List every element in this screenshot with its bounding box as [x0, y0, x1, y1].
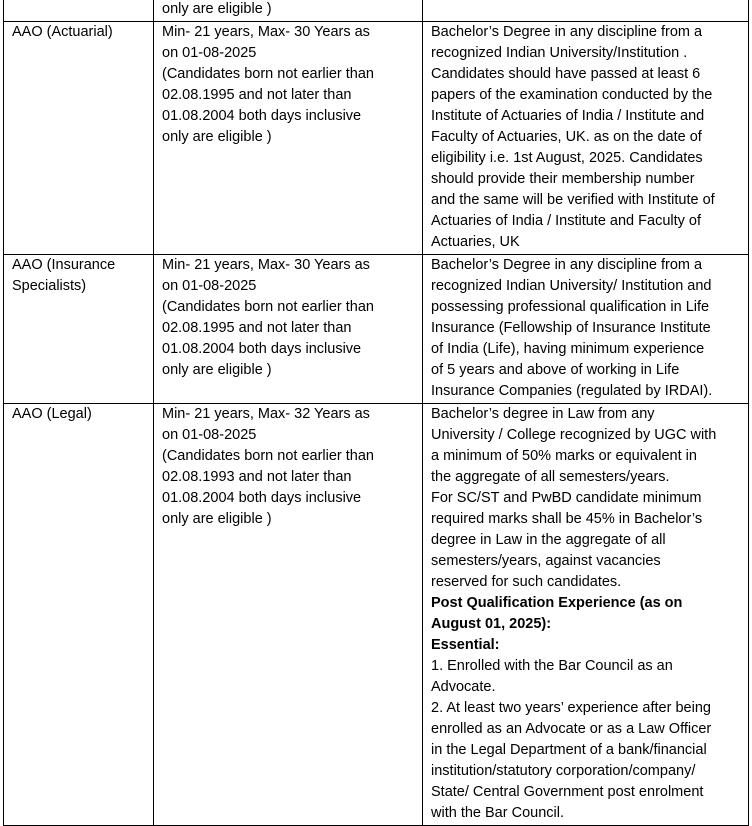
qualification-line: Actuaries of India / Institute and Faculty of: [431, 213, 702, 229]
age-line: 01.08.2004 both days inclusive: [162, 341, 362, 357]
table-row: [4, 22, 749, 255]
qualification-line: For SC/ST and PwBD candidate minimum: [431, 490, 702, 506]
age-cell: [154, 0, 423, 22]
age-line: Min- 21 years, Max- 30 Years as: [162, 257, 370, 273]
age-line: only are eligible ): [162, 1, 272, 17]
age-line: (Candidates born not earlier than: [162, 299, 374, 315]
qualification-line: and the same will be verified with Institute of: [431, 192, 715, 208]
age-line: only are eligible ): [162, 511, 272, 527]
qualification-cell: [423, 255, 749, 404]
age-line: 02.08.1995 and not later than: [162, 320, 352, 336]
experience-heading: Post Qualification Experience (as on: [431, 595, 683, 611]
qualification-line: Candidates should have passed at least 6: [431, 66, 701, 82]
qualification-line: Institute of Actuaries of India / Institute and: [431, 108, 705, 124]
age-line: on 01-08-2025: [162, 427, 257, 443]
qualification-line: semesters/years, against vacancies: [431, 553, 661, 569]
qualification-line: Bachelor’s degree in Law from any: [431, 406, 655, 422]
essential-label: Essential:: [431, 637, 500, 653]
table-row: [4, 0, 749, 22]
age-line: 02.08.1995 and not later than: [162, 87, 352, 103]
age-line: (Candidates born not earlier than: [162, 66, 374, 82]
essential-point: State/ Central Government post enrolment: [431, 784, 704, 800]
qualification-line: Insurance Companies (regulated by IRDAI).: [431, 383, 713, 399]
essential-point: 2. At least two years’ experience after being: [431, 700, 711, 716]
age-line: on 01-08-2025: [162, 278, 257, 294]
qualification-line: should provide their membership number: [431, 171, 695, 187]
post-cell: [4, 22, 154, 255]
age-line: (Candidates born not earlier than: [162, 448, 374, 464]
qualification-line: of 5 years and above of working in Life: [431, 362, 680, 378]
qualification-line: degree in Law in the aggregate of all: [431, 532, 666, 548]
qualification-line: Bachelor’s Degree in any discipline from a: [431, 257, 703, 273]
essential-point: with the Bar Council.: [431, 805, 564, 821]
qualification-line: papers of the examination conducted by the: [431, 87, 713, 103]
table-row: [4, 255, 749, 404]
post-name: AAO (Actuarial): [12, 24, 113, 40]
post-name: AAO (Legal): [12, 406, 92, 422]
age-cell: [154, 255, 423, 404]
age-cell: [154, 22, 423, 255]
qualification-line: required marks shall be 45% in Bachelor’s: [431, 511, 703, 527]
qualification-line: Faculty of Actuaries, UK. as on the date of: [431, 129, 702, 145]
essential-point: 1. Enrolled with the Bar Council as an: [431, 658, 673, 674]
post-cell: [4, 0, 154, 22]
post-cell: [4, 404, 154, 826]
qualification-line: a minimum of 50% marks or equivalent in: [431, 448, 697, 464]
qualification-line: University / College recognized by UGC with: [431, 427, 717, 443]
qualification-line: of India (Life), having minimum experience: [431, 341, 705, 357]
age-line: 02.08.1993 and not later than: [162, 469, 352, 485]
qualification-line: recognized Indian University/Institution .: [431, 45, 688, 61]
qualification-line: recognized Indian University/ Institution and: [431, 278, 712, 294]
qualification-line: reserved for such candidates.: [431, 574, 622, 590]
age-line: only are eligible ): [162, 129, 272, 145]
age-cell: [154, 404, 423, 826]
post-cell: [4, 255, 154, 404]
qualification-cell: [423, 0, 749, 22]
age-line: only are eligible ): [162, 362, 272, 378]
age-line: 01.08.2004 both days inclusive: [162, 108, 362, 124]
age-line: 01.08.2004 both days inclusive: [162, 490, 362, 506]
age-line: on 01-08-2025: [162, 45, 257, 61]
qualification-line: eligibility i.e. 1st August, 2025. Candidates: [431, 150, 703, 166]
table-row: [4, 404, 749, 826]
essential-point: Advocate.: [431, 679, 496, 695]
qualification-cell: [423, 404, 749, 826]
qualification-line: Insurance (Fellowship of Insurance Institute: [431, 320, 711, 336]
qualification-line: Bachelor’s Degree in any discipline from a: [431, 24, 703, 40]
essential-point: institution/statutory corporation/company/: [431, 763, 696, 779]
qualification-line: possessing professional qualification in Life: [431, 299, 710, 315]
age-line: Min- 21 years, Max- 30 Years as: [162, 24, 370, 40]
post-name: Specialists): [12, 278, 87, 294]
post-name: AAO (Insurance: [12, 257, 116, 273]
qualification-cell: [423, 22, 749, 255]
eligibility-table: [3, 0, 749, 826]
qualification-line: Actuaries, UK: [431, 234, 520, 250]
essential-point: enrolled as an Advocate or as a Law Officer: [431, 721, 712, 737]
qualification-line: the aggregate of all semesters/years.: [431, 469, 670, 485]
experience-heading: August 01, 2025):: [431, 616, 552, 632]
age-line: Min- 21 years, Max- 32 Years as: [162, 406, 370, 422]
essential-point: in the Legal Department of a bank/financial: [431, 742, 707, 758]
